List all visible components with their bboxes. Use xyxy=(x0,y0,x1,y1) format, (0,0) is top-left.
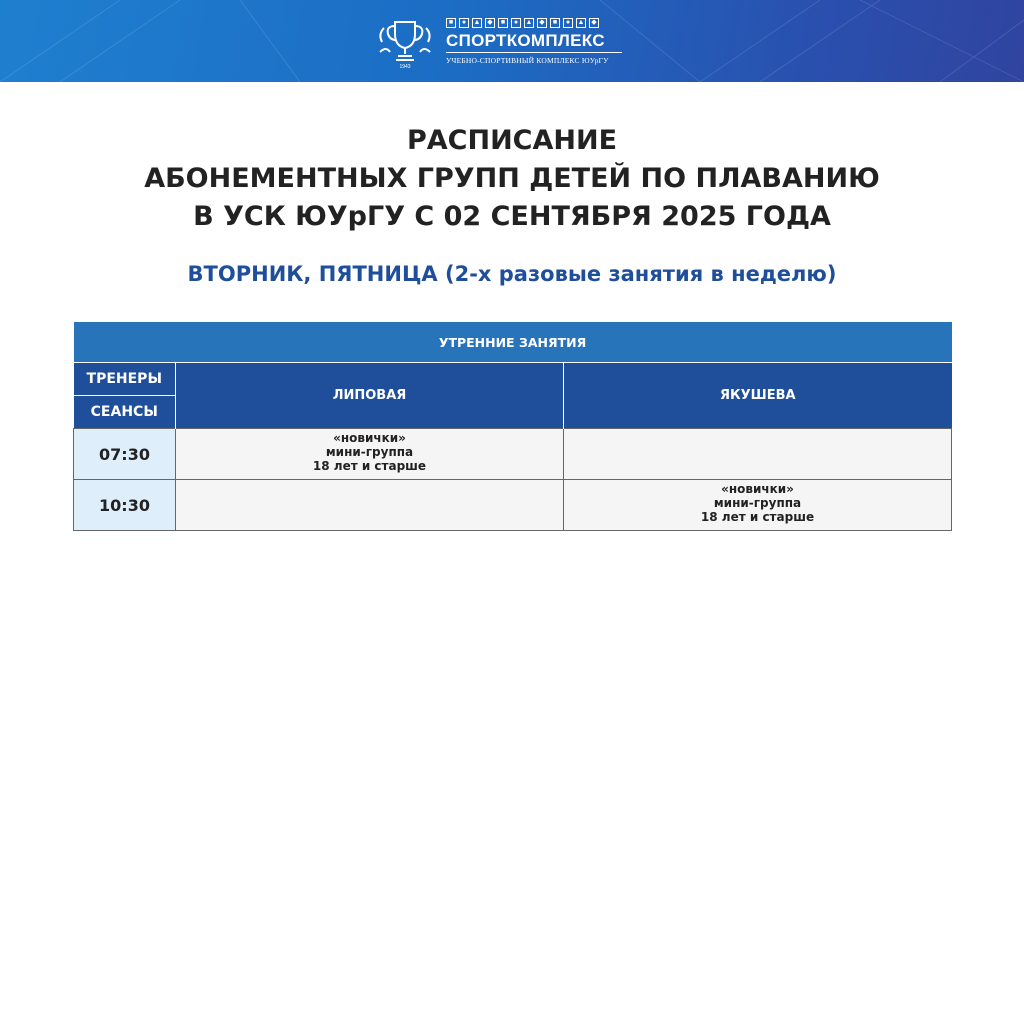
sport-icon: ■ xyxy=(446,18,456,28)
header-banner xyxy=(0,0,1024,82)
sport-icon: ■ xyxy=(550,18,560,28)
session-slot xyxy=(564,429,952,480)
schedule-table xyxy=(73,322,952,531)
brand-logo xyxy=(376,12,622,70)
slot-group-type: мини-группа xyxy=(713,496,802,510)
title-line-2: АБОНЕМЕНТНЫХ ГРУПП ДЕТЕЙ ПО ПЛАВАНИЮ xyxy=(144,163,880,194)
slot-group-type: мини-группа xyxy=(325,445,414,459)
sport-icon: ◆ xyxy=(537,18,547,28)
slot-age: 18 лет и старше xyxy=(312,459,427,473)
table-row xyxy=(74,480,952,531)
coach-header-lipovaya: ЛИПОВАЯ xyxy=(176,363,564,429)
table-row xyxy=(74,429,952,480)
session-slot xyxy=(564,480,952,531)
session-slot xyxy=(176,429,564,480)
sport-icon: ● xyxy=(563,18,573,28)
morning-sessions-band: УТРЕННИЕ ЗАНЯТИЯ xyxy=(74,322,952,363)
page-title xyxy=(0,122,1024,236)
slot-group-level: «новички» xyxy=(333,431,406,445)
sport-icon: ◆ xyxy=(589,18,599,28)
session-time: 10:30 xyxy=(74,480,176,531)
emblem-year: 1943 xyxy=(399,64,411,70)
sport-icon: ■ xyxy=(498,18,508,28)
sport-icon: ● xyxy=(459,18,469,28)
slot-group-level: «новички» xyxy=(721,482,794,496)
slot-age: 18 лет и старше xyxy=(700,510,815,524)
sport-icon: ▲ xyxy=(473,18,481,26)
title-line-1: РАСПИСАНИЕ xyxy=(406,125,618,156)
sport-icon: ● xyxy=(511,18,521,28)
trainers-header: ТРЕНЕРЫ xyxy=(74,363,176,396)
title-line-3: В УСК ЮУрГУ С 02 СЕНТЯБРЯ 2025 ГОДА xyxy=(193,201,831,232)
brand-divider xyxy=(446,52,622,53)
sport-icon: ▲ xyxy=(525,18,533,26)
session-slot xyxy=(176,480,564,531)
sport-icons-row xyxy=(446,18,622,28)
brand-name: СПОРТКОМПЛЕКС xyxy=(446,30,605,50)
sport-icon: ◆ xyxy=(485,18,495,28)
session-time: 07:30 xyxy=(74,429,176,480)
coach-header-yakusheva: ЯКУШЕВА xyxy=(564,363,952,429)
brand-text-block xyxy=(446,18,622,65)
sport-icon: ▲ xyxy=(577,18,585,26)
brand-subtitle: УЧЕБНО-СПОРТИВНЫЙ КОМПЛЕКС ЮУрГУ xyxy=(446,55,609,65)
trophy-emblem-icon xyxy=(376,12,434,70)
schedule-days-subtitle: ВТОРНИК, ПЯТНИЦА (2-х разовые занятия в неделю) xyxy=(187,262,837,286)
sessions-header: СЕАНСЫ xyxy=(74,396,176,429)
